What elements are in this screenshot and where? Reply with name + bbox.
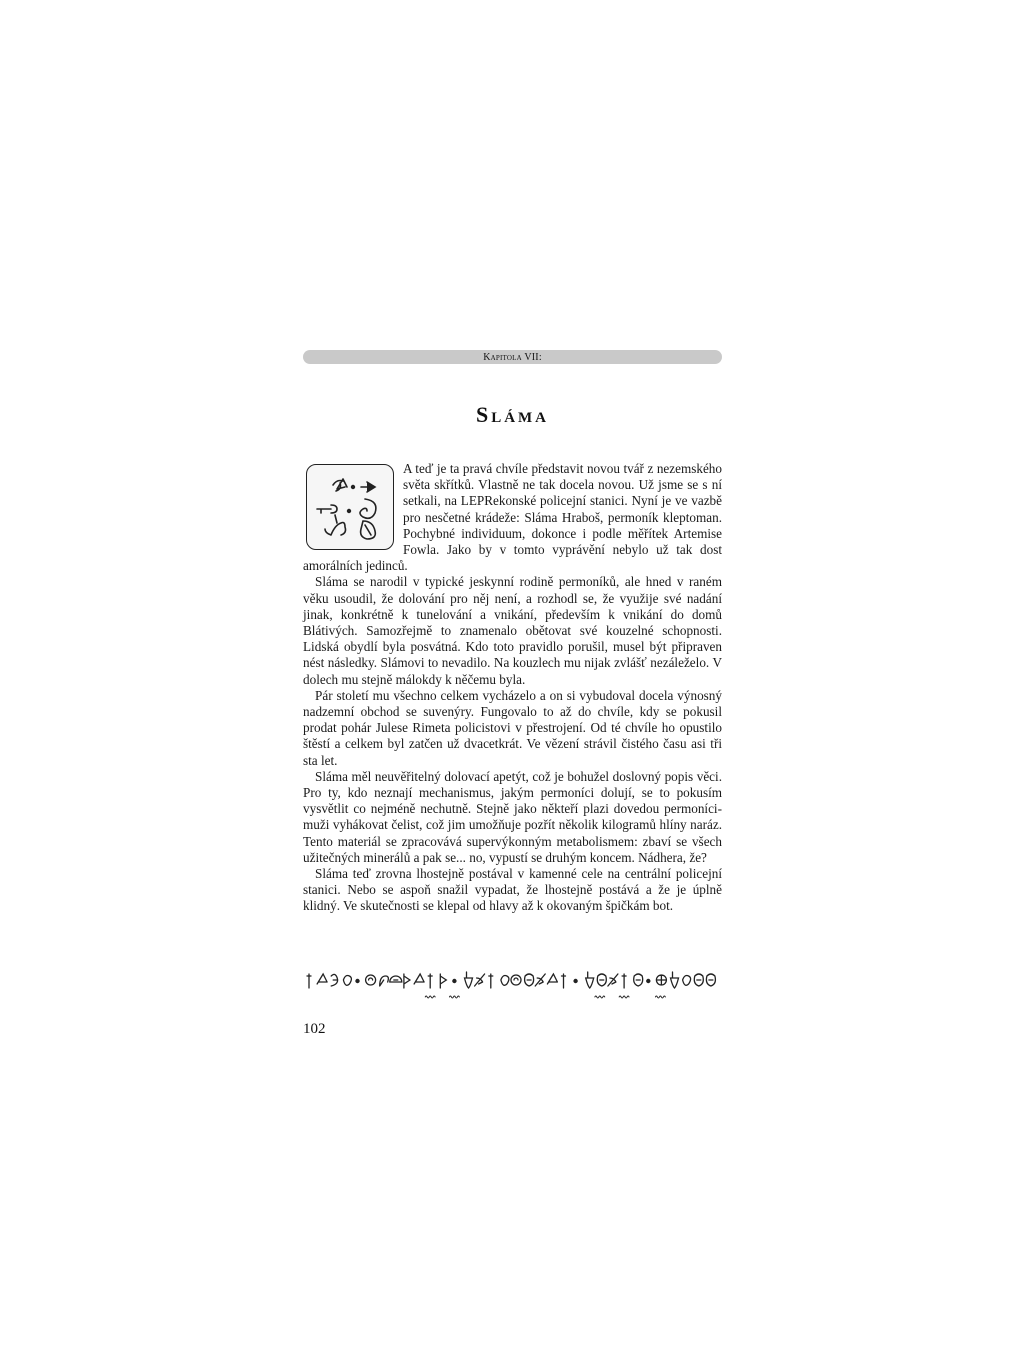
page-number: 102 [303,1021,326,1037]
script-glyph [425,974,435,998]
script-glyph [586,972,594,988]
script-glyph [525,974,534,986]
script-glyph [634,974,643,986]
script-glyph [646,979,650,983]
script-glyph [404,974,410,988]
script-glyph [380,976,389,986]
script-glyph [317,974,327,984]
script-glyph [366,975,376,985]
script-glyph [683,976,691,986]
paragraph: Sláma se narodil v typické jeskynní rodině permoníků, ale hned v raném věku usoudil, že dolování pro něj není, a rozhodl se, že využije své nadání jinak, konkrétně k tunelování a vnikání, především k vnikání do domů Blátivých. Samozřejmě to znamenalo obětovat své kouzelné schopnosti. Lidská obydlí byla posvátná. Kdo toto pravidlo porušil, musel být připraven nést následky. Slámovi to nevadilo. Na kouzlech mu nijak zvlášť nezáleželo. V dolech mu stejně málokdy k něčemu byla. [303,574,722,687]
script-glyph [511,975,521,985]
script-glyph [573,979,577,983]
script-glyph [655,975,666,998]
script-glyph [671,972,679,988]
script-glyph [414,974,424,984]
paragraph: Sláma měl neuvěřitelný dolovací apetýt, což je bohužel doslovný popis věci. Pro ty, kdo neznají mechanismus, jakým permoníci dolují, se to pokusím vysvětlit co nejméně nechutně. Stejně jako někteří plazi dovedou permoníci-muži vyhákovat čelist, což jim umožňuje pozřít několik kilogramů hlíny naráz. Tento materiál se zpracovává supervýkonným metabolismem: zbaví se všech užitečných minerálů a pak se... no, vypustí se druhým koncem. Nádhera, že? [303,768,722,865]
chapter-header-bar [303,350,722,364]
script-glyph [343,976,351,986]
script-glyph [440,974,446,988]
script-glyph [390,976,402,982]
script-glyph [535,974,545,986]
script-glyph [331,974,337,986]
script-glyph [547,974,557,984]
paragraph: A teď je ta pravá chvíle představit novou tvář z nezemského světa skřítků. Vlastně ne tak docela novou. Už jsme se s ní setkali, na LEPRekonské policejní stanici. Nyní je ve vazbě pro nesčetné krádeže: Sláma Hraboš, permoník kleptoman. Pochybné individuum, dokonce i podle měřítek Artemise Fowla. Jako by v tomto vyprávění nebylo už tak dost amorálních jedinců. [303,461,722,574]
script-glyph [449,979,459,998]
script-glyph [694,974,703,986]
paragraph: Sláma teď zrovna lhostejně postával v kamenné cele na centrální policejní stanici. Nebo se aspoň snažil vypadat, že lhostejně postává a že je úplně klidný. Ve skutečnosti se klepal od hlavy až k okovaným špičkám bot. [303,866,722,914]
script-glyph [706,974,715,986]
script-glyph [595,974,607,998]
script-glyph [619,974,629,998]
script-glyph [355,979,359,983]
script-glyph [307,974,311,988]
gnomish-glyph-box-icon [306,464,394,550]
chapter-title: Sláma [475,402,550,427]
script-glyph [562,974,566,988]
script-glyph [501,976,509,986]
script-glyph [475,974,485,986]
chapter-body [303,461,722,915]
chapter-label: Kapitola VII: [483,351,542,363]
paragraph: Pár století mu všechno celkem vycházelo a on si vybudoval docela výnosný nadzemní obchod se suvenýry. Fungovalo to až do chvíle, kdy se pokusil prodat pohár Julese Rimeta policistovi v přestrojení. Od té chvíle ho opustilo štěstí a celkem byl zatčen už dvacetkrát. Ve vězení strávil čistého času asi tři sta let. [303,687,722,768]
script-glyph [608,974,618,986]
script-glyph [489,974,493,988]
script-glyph [465,972,473,988]
gnomish-script-strip-icon [303,968,722,1002]
